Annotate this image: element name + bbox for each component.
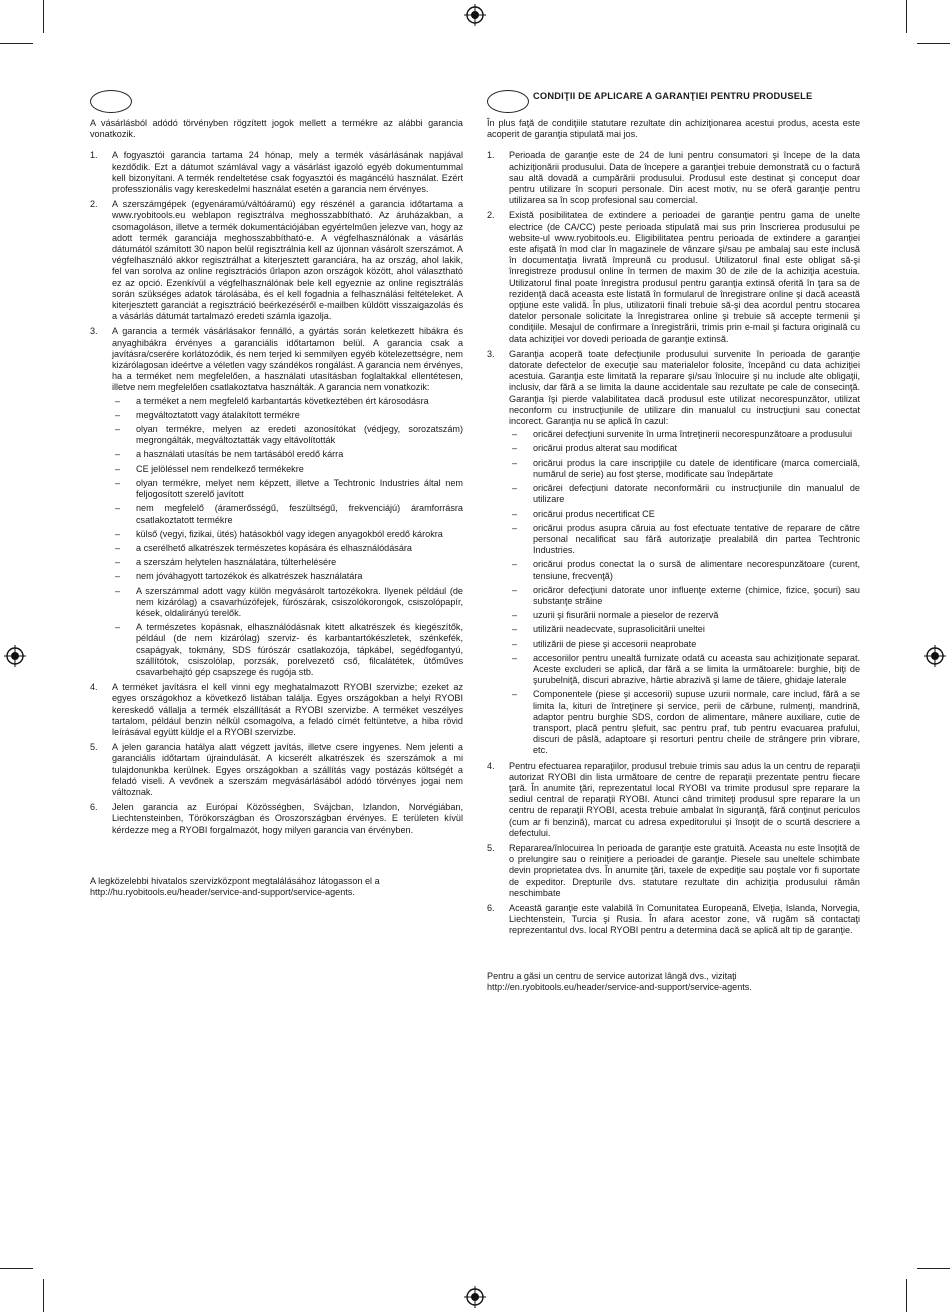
exclusion-text: olyan termékre, melyet nem képzett, illetve a Techtronic Industries által nem feljogosított szerelő javított	[136, 477, 463, 500]
exclusion-text: a cserélhető alkatrészek természetes kopására és elhasználódására	[136, 542, 412, 553]
dash-bullet: –	[115, 424, 121, 435]
exclusion-text: oricărei defecţiuni datorate neconformării cu instrucţiunile din manualul de utilizare	[533, 483, 860, 505]
dash-bullet: –	[512, 652, 518, 663]
exclusion-item	[112, 503, 463, 525]
item-text: A terméket javításra el kell vinni egy meghatalmazott RYOBI szervizbe; ezeket az egyes országokhoz a következő listában találja. Egyes országokban a helyi RYOBI kereskedő vállalja a termék elszállítását a RYOBI szervizbe. A terméket veszélyes tartalom, például benzin nélkül csomagolva, a feladó címét feltüntetve, a hiba rövid leírásával együtt küldje el a RYOBI szervizbe.	[112, 682, 463, 737]
item-number: 5.	[90, 742, 98, 753]
dash-bullet: –	[115, 571, 121, 582]
warranty-column-romanian	[487, 90, 860, 993]
intro-paragraph: În plus faţă de condiţiile statutare rezultate din achiziţionarea acestui produs, acesta este acoperit de garanţia stipulată mai jos.	[487, 118, 860, 140]
crop-mark	[906, 1279, 907, 1312]
warranty-conditions-list	[90, 150, 463, 835]
crop-mark	[917, 1268, 950, 1269]
exclusion-item	[509, 624, 860, 635]
warranty-condition-item	[90, 199, 463, 322]
intro-paragraph: A vásárlásból adódó törvényben rögzített jogok mellett a termékre az alábbi garancia vonatkozik.	[90, 118, 463, 140]
warranty-condition-item	[90, 802, 463, 836]
registration-mark-icon	[464, 1286, 486, 1308]
exclusion-text: oricărui produs asupra căruia au fost efectuate tentative de reparare de către personal necalificat sau fără autorizaţie prealabilă din partea Techtronic Industries.	[533, 522, 860, 556]
exclusion-text: accesoriilor pentru unealtă furnizate odată cu aceasta sau achiziţionate separat. Aceste excluderi se aplică, dar fără a se limita la următoarele: burghie, biţi de şurubelniţă, discuri abrazive, hârtie abrazivă şi lame de tăiere, ghidaje laterale	[533, 652, 860, 686]
item-number: 3.	[487, 348, 495, 359]
item-text: A fogyasztói garancia tartama 24 hónap, mely a termék vásárlásának napjával kezdődik. Ezt a dátumot számlával vagy a vásárlást igazoló egyéb dokumentummal kell bizonyítani. A termék rendeltetése csak fogyasztói és magáncélú használat. Ezért professzionális vagy kereskedelmi használat esetén a garancia nem érvényes.	[112, 150, 463, 195]
dash-bullet: –	[115, 395, 121, 406]
crop-mark	[0, 43, 33, 44]
warranty-condition-item	[90, 742, 463, 798]
dash-bullet: –	[512, 522, 518, 533]
dash-bullet: –	[115, 557, 121, 568]
exclusion-text: utilizării neadecvate, suprasolicitării uneltei	[533, 624, 705, 635]
dash-bullet: –	[512, 610, 518, 621]
item-number: 1.	[487, 150, 495, 161]
exclusion-item	[112, 424, 463, 446]
dash-bullet: –	[115, 542, 121, 553]
exclusion-item	[112, 464, 463, 475]
exclusions-list	[112, 396, 463, 678]
exclusion-text: Componentele (piese şi accesorii) supuse uzurii normale, care includ, fără a se limita la, kituri de întreţinere şi service, perii de cărbune, rulmenţi, mandrină, adaptor pentru burghie SDS, cordon de alimentare, mânere auxiliare, cutie de transport, placă pentru şlefuit, sac pentru praf, tub pentru evacuarea prafului, discuri de pâslă, adaptoare şi resorturi pentru cheile de strângere prin vibrare, etc.	[533, 689, 860, 756]
exclusion-item	[509, 523, 860, 557]
exclusions-list	[509, 429, 860, 756]
exclusion-text: oricăror defecţiuni datorate unor influenţe externe (chimice, fizice, şocuri) sau substanţe străine	[533, 584, 860, 606]
dash-bullet: –	[512, 689, 518, 700]
dash-bullet: –	[512, 584, 518, 595]
warranty-condition-item	[487, 210, 860, 344]
warranty-condition-item	[487, 150, 860, 206]
exclusion-item	[112, 478, 463, 500]
item-text: Repararea/înlocuirea în perioada de garanţie este gratuită. Aceasta nu este însoţită de o prelungire sau o reiniţiere a perioadei de garanţie. Piesele sau uneltele schimbate devin proprietatea dvs. În anumite ţări, taxele de expediţie sau poştale vor fi suportate de expeditor. Drepturile dvs. statutare rezultate din achiziţia produsului rămân neschimbate	[509, 842, 860, 898]
exclusion-item	[509, 509, 860, 520]
warranty-condition-item	[487, 349, 860, 757]
exclusion-text: oricărei defecţiuni survenite în urma întreţinerii necorespunzătoare a produsului	[533, 429, 852, 440]
exclusion-text: oricărui produs conectat la o sursă de alimentare necorespunzătoare (curent, tensiune, frecvenţă)	[533, 559, 860, 581]
warranty-condition-item	[90, 150, 463, 195]
item-text: A garancia a termék vásárlásakor fennálló, a gyártás során keletkezett hibákra és anyaghibákra érvényes a garanciális időtartamon belül. A garancia csak a javításra/cserére korlátozódik, és nem terjed ki semmilyen egyéb kötelezettségre, nem kizárólagosan ideértve a véletlen vagy szándékos rongálást. A garancia nem érvényes, ha a terméket nem megfelelően, a használati utasításban foglaltakkal ellentétesen, illetve nem megfelelően csatlakoztatva használták. A garancia nem vonatkozik:	[112, 326, 463, 393]
exclusion-text: A szerszámmal adott vagy külön megvásárolt tartozékokra. Ilyenek például (de nem kizárólag) a csavarhúzófejek, fúrószárak, csiszolókorongok, csiszolópapír, kések, oldalirányú terelők.	[136, 585, 463, 618]
exclusion-item	[509, 559, 860, 581]
warranty-conditions-list	[487, 150, 860, 936]
exclusion-item	[112, 571, 463, 582]
warranty-condition-item	[487, 903, 860, 937]
exclusion-text: oricărui produs necertificat CE	[533, 508, 655, 519]
dash-bullet: –	[115, 409, 121, 420]
exclusion-item	[509, 639, 860, 650]
dash-bullet: –	[115, 622, 121, 633]
dash-bullet: –	[512, 429, 518, 440]
dash-bullet: –	[512, 559, 518, 570]
exclusion-item	[509, 458, 860, 480]
item-text: Garanţia acoperă toate defecţiunile produsului survenite în perioada de garanţie datorate defectelor de execuţie sau materialelor folosite, începând cu data achiziţiei acestuia. Garanţia este limitată la reparare şi/sau înlocuire şi nu include alte obligaţii, inclusiv, dar fără a se limita la daune accidentale sau rezultate pe cale de consecinţă. Garanţia îşi pierde valabilitatea dacă produsul este utilizat necorespunzător, utilizat neconform cu instrucţiunile de utilizare din manualul cu instrucţiuni sau conectat incorect. Garanţia nu se aplică în cazul:	[509, 348, 860, 427]
exclusion-item	[112, 543, 463, 554]
crop-mark	[43, 0, 44, 33]
item-text: Pentru efectuarea reparaţiilor, produsul trebuie trimis sau adus la un centru de reparaţii autorizat RYOBI din lista următoare de centre de reparaţii prezentate pentru fiecare ţară. În anumite ţări, reprezentatul local RYOBI va trimite produsul spre reparare la sediul central de reparaţii RYOBI. Atunci când trimiteţi produsul spre reparare la un centru de reparaţii RYOBI, acesta trebuie ambalat în siguranţă, fără conţinut periculos (cum ar fi benzină), marcat cu adresa expeditorului şi însoţit de o scurtă descriere a defectului.	[509, 760, 860, 838]
item-text: Această garanţie este valabilă în Comunitatea Europeană, Elveţia, Islanda, Norvegia, Liechtenstein, Turcia şi Rusia. În afara acestor zone, vă rugăm să contactaţi reprezentantul dvs. local RYOBI pentru a determina dacă se aplică alt tip de garanţie.	[509, 903, 860, 936]
dash-bullet: –	[115, 528, 121, 539]
exclusion-item	[112, 410, 463, 421]
section-header	[90, 90, 463, 114]
exclusion-item	[509, 653, 860, 687]
crop-mark	[43, 1279, 44, 1312]
warranty-condition-item	[487, 761, 860, 839]
exclusion-item	[112, 586, 463, 620]
exclusion-item	[112, 529, 463, 540]
item-number: 4.	[487, 760, 495, 771]
item-number: 2.	[487, 210, 495, 221]
dash-bullet: –	[512, 624, 518, 635]
item-number: 4.	[90, 682, 98, 693]
dash-bullet: –	[115, 585, 121, 596]
item-text: Există posibilitatea de extindere a perioadei de garanţie pentru gama de unelte electrice (de CA/CC) peste perioada stipulată mai sus prin înscrierea produsului pe website-ul www.ryobitools.eu. Eligibilitatea pentru perioada de extindere a garanţiei este afişată în mod clar în magazinele de vânzare şi/sau pe ambalaj sau este inclusă în documentaţia livrată împreună cu produsul. Utilizatorul final este obligat să-şi înregistreze produsul online în termen de maxim 30 de zile de la achiziţia acestuia. Utilizatorul final poate înregistra produsul pentru garanţia extinsă oferită în ţara sa de rezidenţă dacă aceasta este listată în formularul de înregistrare online şi dacă această opţiune este validă. În plus, utilizatorii finali trebuie să-şi dea acordul pentru stocarea datelor personale solicitate la înregistrarea online şi trebuie să accepte termenii şi condiţiile. Mesajul de confirmare a înregistrării, trimis prin e-mail şi factura originală cu data achiziţiei vor dovedi perioada de garanţie extinsă.	[509, 210, 860, 344]
exclusion-text: külső (vegyi, fizikai, ütés) hatásokból vagy idegen anyagokból eredő károkra	[136, 528, 443, 539]
exclusion-text: oricărui produs alterat sau modificat	[533, 443, 678, 454]
item-text: Jelen garancia az Európai Közösségben, Svájcban, Izlandon, Norvégiában, Liechtensteinben, Törökországban és Oroszországban érvényes. E területen kívül kérdezze meg a RYOBI forgalmazót, hogy milyen garancia van érvényben.	[112, 802, 463, 835]
dash-bullet: –	[512, 508, 518, 519]
exclusion-text: nem megfelelő (áramerősségű, feszültségű, frekvenciájú) áramforrásra csatlakoztatott termékre	[136, 503, 463, 525]
exclusion-text: megváltoztatott vagy átalakított termékre	[136, 409, 300, 420]
registration-mark-icon	[4, 645, 26, 667]
item-number: 2.	[90, 199, 98, 210]
item-number: 6.	[90, 802, 98, 813]
registration-mark-icon	[464, 4, 486, 26]
exclusion-item	[509, 429, 860, 440]
exclusion-item	[509, 689, 860, 756]
exclusion-text: nem jóváhagyott tartozékok és alkatrészek használatára	[136, 571, 363, 582]
exclusion-text: CE jelöléssel nem rendelkező termékekre	[136, 463, 304, 474]
item-number: 5.	[487, 842, 495, 853]
item-number: 6.	[487, 903, 495, 913]
registration-mark-icon	[924, 645, 946, 667]
item-number: 3.	[90, 326, 98, 337]
service-footer-note: A legközelebbi hivatalos szervizközpont megtalálásához látogasson el a http://hu.ryobitools.eu/header/service-and-support/service-agents.	[90, 875, 380, 897]
exclusion-item	[112, 396, 463, 407]
exclusion-text: A természetes kopásnak, elhasználódásnak kitett alkatrészek és kiegészítők, például (de nem kizárólag) szerviz- és karbantartókészletek, szénkefék, csapágyak, tokmány, SDS fúrószár csatlakozója, tápkábel, segédfogantyú, szállítótok, csiszolólap, porzsák, porelvezető cső, filcalátétek, ütőműves csavarbehajtó gép csapszege és rugója stb.	[136, 622, 463, 677]
dash-bullet: –	[115, 503, 121, 514]
crop-mark	[0, 1268, 33, 1269]
dash-bullet: –	[512, 457, 518, 468]
warranty-condition-item	[487, 843, 860, 899]
exclusion-text: a használati utasítás be nem tartásából eredő kárra	[136, 449, 344, 460]
language-badge	[487, 90, 529, 113]
exclusion-text: a szerszám helytelen használatára, túlterhelésére	[136, 557, 337, 568]
dash-bullet: –	[512, 443, 518, 454]
exclusion-text: uzurii şi fisurării normale a pieselor de rezervă	[533, 610, 719, 621]
warranty-condition-item	[90, 326, 463, 678]
exclusion-item	[509, 443, 860, 454]
section-title: CONDIŢII DE APLICARE A GARANŢIEI PENTRU PRODUSELE	[533, 91, 813, 101]
service-footer-note: Pentru a găsi un centru de service autorizat lângă dvs., vizitaţi http://en.ryobitools.eu/header/service-and-support/service-agents.	[487, 970, 752, 992]
exclusion-item	[112, 557, 463, 568]
item-text: A szerszámgépek (egyenáramú/váltóáramú) egy részénél a garancia időtartama a www.ryobitools.eu weblapon regisztrálva meghosszabbítható. Az áruházakban, a csomagoláson, illetve a termék dokumentációjában egyértelműen jelezve van, hogy az adott termék garanciája meghosszabbítható-e. A végfelhasználónak a vásárlás dátumától számított 30 napon belül regisztrálnia kell az újonnan vásárolt szerszámot. A végfelhasználó akkor regisztrálhat a kiterjesztett garanciára, ha az ország, ahol lakik, fel van sorolva az online regisztrációs űrlapon azon országok között, ahol választható ez az opció. Ezenkívül a végfelhasználónak bele kell egyeznie az online regisztrálás során szükséges adatok tárolásába, és el kell fogadnia a felhasználási feltételeket. A kiterjesztett garanciát a regisztráció beérkezéséről e-mailben küldött visszaigazolás és a vásárlás dátumát tartalmazó eredeti számla igazolja.	[112, 199, 463, 322]
exclusion-item	[112, 622, 463, 678]
dash-bullet: –	[115, 449, 121, 460]
item-text: A jelen garancia hatálya alatt végzett javítás, illetve csere ingyenes. Nem jelenti a garanciális időtartam újraindulását. A kicserélt alkatrészek és szerszámok a mi tulajdonunkba kerülnek. Egyes országokban a szállítás vagy postázás költségét a feladó viseli. A vevőnek a szerszám megvásárlásából adódó törvényes jogai nem változnak.	[112, 742, 463, 797]
exclusion-text: oricărui produs la care inscripţiile cu datele de identificare (marca comercială, numărul de serie) au fost şterse, modificate sau îndepărtate	[533, 457, 860, 479]
exclusion-item	[112, 449, 463, 460]
item-text: Perioada de garanţie este de 24 de luni pentru consumatori şi începe de la data achiziţionării produsului. Data de începere a garanţiei trebuie demonstrată cu o factură sau altă dovadă a cumpărării produsului. Produsul este destinat şi conceput doar pentru utilizare în scopuri personale. Din acest motiv, nu se oferă garanţie pentru utilizarea sa în scop profesional sau comercial.	[509, 150, 860, 206]
exclusion-text: utilizării de piese şi accesorii neaprobate	[533, 638, 697, 649]
dash-bullet: –	[115, 477, 121, 488]
item-number: 1.	[90, 150, 98, 161]
warranty-column-hungarian	[90, 90, 463, 898]
exclusion-item	[509, 585, 860, 607]
warranty-condition-item	[90, 682, 463, 738]
section-header	[487, 90, 860, 114]
exclusion-text: a terméket a nem megfelelő karbantartás következtében ért károsodásra	[136, 395, 429, 406]
dash-bullet: –	[115, 463, 121, 474]
exclusion-text: olyan termékre, melyen az eredeti azonosítókat (védjegy, sorozatszám) megrongálták, megváltoztatták vagy eltávolították	[136, 424, 463, 446]
exclusion-item	[509, 610, 860, 621]
crop-mark	[906, 0, 907, 33]
exclusion-item	[509, 483, 860, 505]
dash-bullet: –	[512, 483, 518, 494]
dash-bullet: –	[512, 638, 518, 649]
language-badge	[90, 90, 132, 113]
crop-mark	[917, 43, 950, 44]
